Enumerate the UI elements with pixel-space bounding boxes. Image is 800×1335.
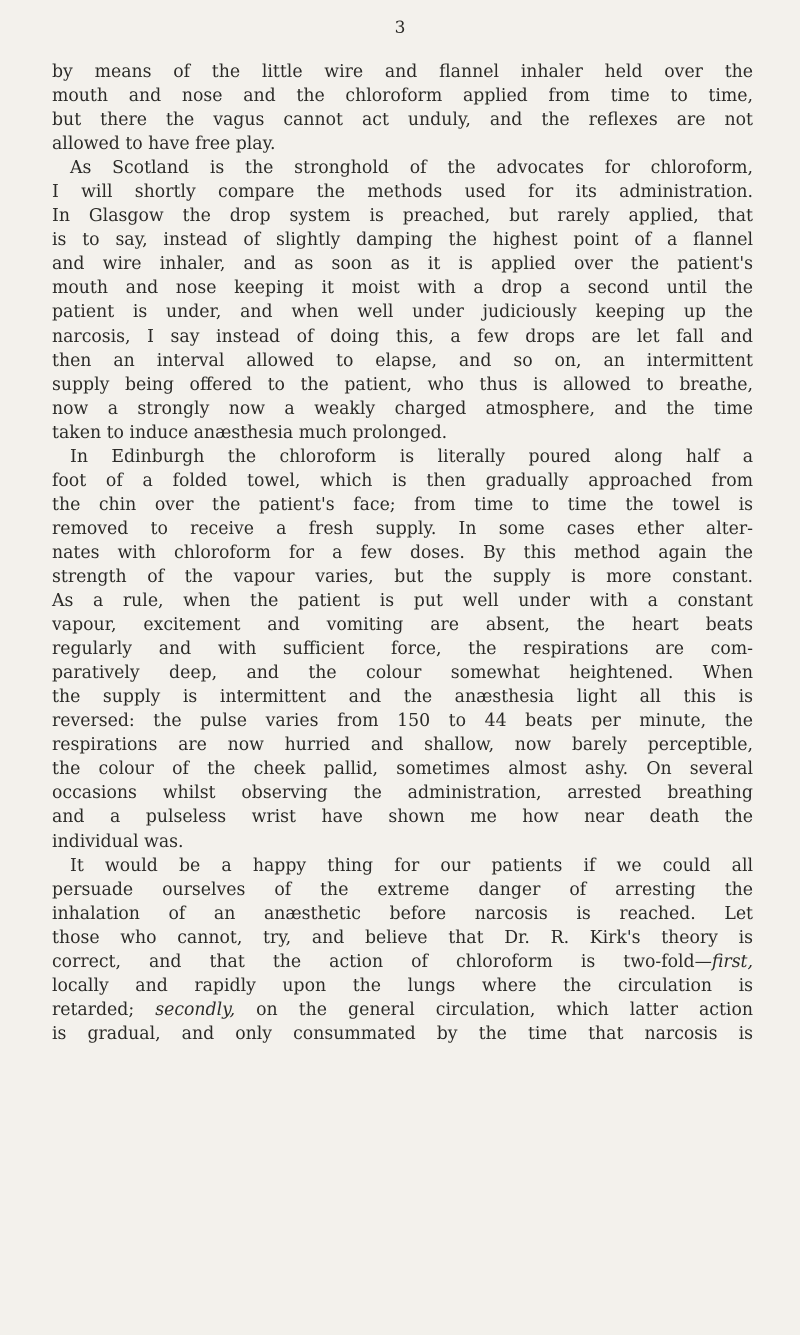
text-line xyxy=(52,421,753,445)
text-line-segment: is gradual, and only consummated by the time that narcosis is xyxy=(52,1023,753,1044)
text-line-segment: In Glasgow the drop system is preached, but rarely applied, that xyxy=(52,206,753,227)
text-line xyxy=(52,926,753,950)
text-line xyxy=(52,469,753,493)
text-line-segment: I will shortly compare the methods used for its administration. xyxy=(52,182,753,203)
text-line xyxy=(52,541,753,565)
text-line-segment: narcosis, I say instead of doing this, a few drops are let fall and xyxy=(52,326,753,347)
text-line-segment: allowed to have free play. xyxy=(52,134,276,155)
text-line xyxy=(52,781,753,805)
text-line xyxy=(52,902,753,926)
page-number: 3 xyxy=(394,18,406,38)
text-line-segment: nates with chloroform for a few doses. By this method again the xyxy=(52,542,753,563)
text-line xyxy=(52,950,753,974)
text-line-segment: paratively deep, and the colour somewhat heightened. When xyxy=(52,663,753,684)
text-line-segment: patient is under, and when well under judiciously keeping up the xyxy=(52,302,753,323)
text-line-segment: taken to induce anæsthesia much prolonged. xyxy=(52,422,448,443)
text-line-segment: but there the vagus cannot act unduly, and the reflexes are not xyxy=(52,110,753,131)
text-line xyxy=(52,156,753,180)
text-line-segment: and a pulseless wrist have shown me how near death the xyxy=(52,807,753,828)
text-line-segment: on the general circulation, which latter action xyxy=(235,999,753,1020)
text-line-segment: occasions whilst observing the administration, arrested breathing xyxy=(52,783,753,804)
text-line xyxy=(52,132,753,156)
text-line xyxy=(52,1022,753,1046)
text-line-segment: individual was. xyxy=(52,831,184,852)
text-line-segment: supply being offered to the patient, who thus is allowed to breathe, xyxy=(52,374,753,395)
text-line xyxy=(52,276,753,300)
text-line xyxy=(52,854,753,878)
text-line xyxy=(52,252,753,276)
text-line-segment: mouth and nose keeping it moist with a drop a second until the xyxy=(52,278,753,299)
text-line-segment: respirations are now hurried and shallow, now barely perceptible, xyxy=(52,735,753,756)
text-line-segment: persuade ourselves of the extreme danger of arresting the xyxy=(52,879,753,900)
text-line xyxy=(52,325,753,349)
text-line-segment: those who cannot, try, and believe that Dr. R. Kirk's theory is xyxy=(52,927,753,948)
text-line xyxy=(52,373,753,397)
text-line xyxy=(52,805,753,829)
text-line-segment: removed to receive a fresh supply. In some cases ether alter- xyxy=(52,518,753,539)
text-line xyxy=(52,517,753,541)
text-line xyxy=(52,349,753,373)
text-line-segment: the supply is intermittent and the anæsthesia light all this is xyxy=(52,687,753,708)
text-line xyxy=(52,108,753,132)
text-line-segment: strength of the vapour varies, but the supply is more constant. xyxy=(52,566,753,587)
text-line xyxy=(52,300,753,324)
text-line xyxy=(52,445,753,469)
text-line-segment: is to say, instead of slightly damping the highest point of a flannel xyxy=(52,230,753,251)
text-line xyxy=(52,180,753,204)
text-line-segment: It would be a happy thing for our patients if we could all xyxy=(70,855,753,876)
text-line-segment: In Edinburgh the chloroform is literally poured along half a xyxy=(70,446,753,467)
text-line xyxy=(52,60,753,84)
text-line-segment: retarded; xyxy=(52,999,156,1020)
text-line-segment: and wire inhaler, and as soon as it is applied over the patient's xyxy=(52,254,753,275)
text-line-segment: now a strongly now a weakly charged atmosphere, and the time xyxy=(52,398,753,419)
text-line-segment: vapour, excitement and vomiting are absent, the heart beats xyxy=(52,615,753,636)
text-line-segment: by means of the little wire and flannel inhaler held over the xyxy=(52,62,753,82)
text-line xyxy=(52,637,753,661)
text-line-segment: mouth and nose and the chloroform applied from time to time, xyxy=(52,86,753,107)
text-line-segment: the chin over the patient's face; from time to time the towel is xyxy=(52,494,753,515)
text-line xyxy=(52,84,753,108)
text-line xyxy=(52,830,753,854)
text-line-segment: As Scotland is the stronghold of the advocates for chloroform, xyxy=(70,158,753,179)
text-line xyxy=(52,204,753,228)
text-line xyxy=(52,757,753,781)
text-line xyxy=(52,228,753,252)
text-line xyxy=(52,565,753,589)
text-line xyxy=(52,661,753,685)
text-line-segment: regularly and with sufficient force, the respirations are com- xyxy=(52,639,753,660)
text-line-segment: inhalation of an anæsthetic before narcosis is reached. Let xyxy=(52,903,753,924)
body-text xyxy=(52,60,753,1046)
text-line-segment: the colour of the cheek pallid, sometimes almost ashy. On several xyxy=(52,759,753,780)
text-line-segment: correct, and that the action of chloroform is two-fold— xyxy=(52,951,712,972)
text-line-segment: then an interval allowed to elapse, and so on, an intermittent xyxy=(52,350,753,371)
text-line xyxy=(52,709,753,733)
text-line-segment: reversed: the pulse varies from 150 to 44 beats per minute, the xyxy=(52,711,753,732)
text-line xyxy=(52,589,753,613)
text-line-italic-segment: secondly, xyxy=(155,999,236,1020)
text-line xyxy=(52,493,753,517)
text-line xyxy=(52,998,753,1022)
text-line-segment: locally and rapidly upon the lungs where the circulation is xyxy=(52,975,753,996)
text-line xyxy=(52,397,753,421)
text-line xyxy=(52,974,753,998)
text-line-italic-segment: first, xyxy=(711,951,753,972)
text-line xyxy=(52,685,753,709)
text-line xyxy=(52,878,753,902)
text-line-segment: foot of a folded towel, which is then gradually approached from xyxy=(52,470,753,491)
text-line-segment: As a rule, when the patient is put well under with a constant xyxy=(52,591,753,612)
text-line xyxy=(52,613,753,637)
text-line xyxy=(52,733,753,757)
